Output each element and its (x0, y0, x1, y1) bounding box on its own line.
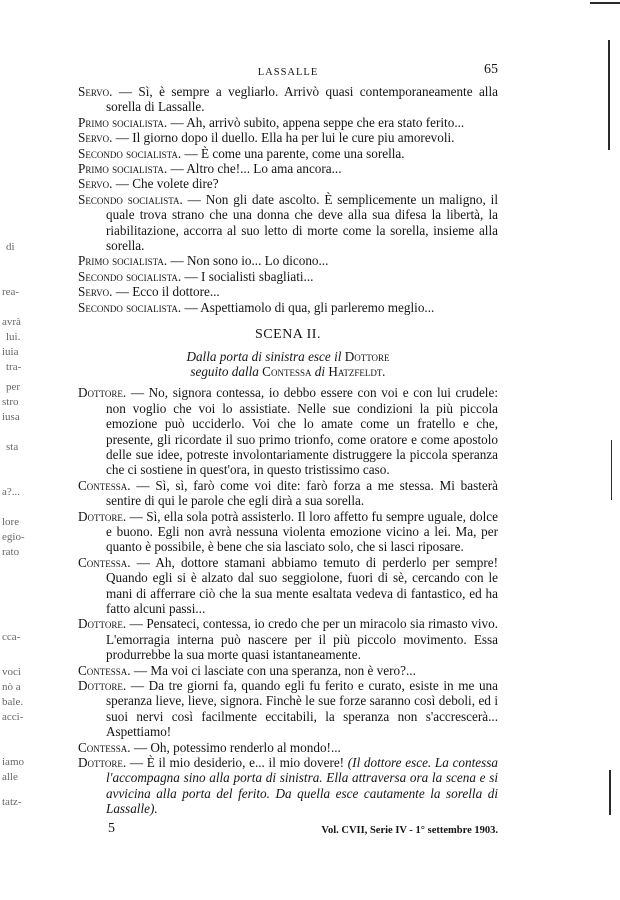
line-text: — È come una parente, come una sorella. (181, 145, 405, 161)
dialogue-line (78, 176, 498, 191)
margin-fragment: iuia (2, 346, 19, 358)
dialogue-line (78, 509, 498, 555)
speaker: Contessa. (78, 662, 131, 678)
line-text: — È il mio desiderio, e... il mio dovere! (126, 755, 348, 771)
speaker: Primo socialista. (78, 114, 168, 130)
line-text: — I socialisti sbagliati... (181, 268, 314, 284)
line-text: — Sì, sì, farò come voi dite: farò forza a me stessa. Mi basterà sentire di qui le parole che egli dirà a sua sorella. (106, 477, 498, 509)
speaker: Primo socialista. (78, 161, 168, 177)
volume-line: Vol. CVII, Serie IV - 1° settembre 1903. (321, 824, 498, 836)
page-number: 65 (484, 62, 498, 77)
speaker: Contessa. (78, 739, 131, 755)
speaker: Servo. (78, 84, 113, 99)
margin-fragment: egio- (2, 531, 25, 543)
page-edge-mark (608, 40, 610, 150)
line-text: — Sì, ella sola potrà assisterlo. Il loro affetto fu sempre uguale, dolce e buono. Egli non avrà nessuna violenta emozione vicino a lei. Ma, per quanto è possibile, è bene che sia lasciato solo, che si lasci riposare. (106, 508, 498, 555)
line-text: — Non sono io... Lo dicono... (167, 253, 329, 269)
stage-direction (78, 349, 498, 380)
direction-text: di (311, 363, 329, 379)
dialogue-line (78, 115, 498, 130)
margin-fragment: a?... (2, 486, 21, 498)
speaker: Primo socialista. (78, 253, 168, 269)
page-edge-mark (590, 2, 620, 4)
dialogue-line (78, 192, 498, 254)
line-text: — Altro che!... Lo ama ancora... (167, 161, 342, 177)
line-text: — Pensateci, contessa, io credo che per un miracolo sia rimasto vivo. L'emorragia interna può nascere per il più piccolo movimento. Essa produrrebbe la sua morte quasi istantaneamente. (106, 616, 498, 663)
running-title: LASSALLE (257, 67, 319, 78)
dialogue-line (78, 616, 498, 662)
margin-fragment: voci (2, 666, 21, 678)
dialogue-line (78, 740, 498, 755)
dialogue-line (78, 269, 498, 284)
dialogue-line (78, 755, 498, 817)
dialogue-line (78, 678, 498, 740)
speaker: Secondo socialista. (78, 299, 182, 315)
speaker: Dottore. (78, 385, 127, 401)
margin-fragment: tra- (6, 361, 22, 373)
margin-fragment: tatz- (2, 796, 22, 808)
page-footer (78, 821, 498, 839)
dialogue-line (78, 84, 498, 115)
line-text: — Non gli date ascolto. È semplicemente un maligno, il quale trova strano che una donna che deve alla sua difesa la libertà, la riabilitazione, accorra al suo letto di morte come la sorella, insieme alla sorella. (106, 191, 498, 254)
scene-title: SCENA II. (255, 327, 321, 343)
dialogue-line (78, 385, 498, 477)
dialogue-line (78, 284, 498, 299)
dialogue-line (78, 478, 498, 509)
dialogue-line (78, 253, 498, 268)
speaker: Servo. (78, 130, 113, 146)
page-edge-mark (609, 770, 611, 815)
speaker: Dottore. (78, 616, 127, 632)
speaker: Servo. (78, 284, 113, 300)
direction-text: seguito dalla (190, 363, 263, 379)
line-text: — Ah, dottore stamani abbiamo temuto di perderlo per sempre! Quando egli si è alzato dal suo seggiolone, fuori di sè, cercando con le mani di afferrare ciò che la sua mente esaltata vedeva di fantastico, ed ha fatto alcuni passi... (106, 554, 498, 616)
speaker: Secondo socialista. (78, 191, 183, 207)
margin-fragment: lui. (6, 331, 21, 343)
margin-fragment: alle (2, 771, 18, 783)
dialogue-line (78, 130, 498, 145)
page-edge-mark (611, 440, 612, 500)
margin-fragment: stro (2, 396, 19, 408)
speaker: Dottore. (78, 678, 127, 694)
speaker: Dottore. (78, 755, 127, 771)
margin-fragment: bale. (2, 696, 24, 708)
dialogue-line (78, 146, 498, 161)
margin-fragment: per (6, 381, 21, 393)
speaker: Servo. (78, 176, 113, 192)
dialogue-line (78, 300, 498, 315)
stage-direction-inline: (Il dottore esce. La contessa l'accompagna sino alla porta di sinistra. Ella attraversa ora la scena e si avvicina alla porta del ferito. Da quella esce cautamente la sorella di Lassalle). (106, 755, 498, 817)
book-page (78, 62, 498, 839)
line-text: — Sì, è sempre a vegliarlo. Arrivò quasi contemporaneamente alla sorella di Lassalle. (106, 84, 498, 115)
margin-fragment: sta (6, 441, 19, 453)
signature-mark: 5 (108, 820, 115, 836)
dialogue-line (78, 555, 498, 617)
speaker: Contessa. (78, 477, 131, 493)
character-name: Dottore (344, 348, 390, 364)
margin-fragment: di (6, 241, 15, 253)
running-header (78, 62, 498, 80)
margin-fragment: iusa (2, 411, 20, 423)
character-name: Hatzfeldt (328, 363, 383, 379)
direction-text: . (382, 363, 386, 379)
character-name: Contessa (262, 363, 312, 379)
margin-fragment: acci- (2, 711, 24, 723)
line-text: — No, signora contessa, io debbo essere con voi e con lui crudele: non voglio che voi lo assistiate. Nelle sue condizioni la più piccola emozione può ucciderlo. Voi che lo amate come un fratello e che, presente, gli ricordate il suo primo trionfo, come oratore e come apostolo delle sue idee, potreste involontariamente distruggere la piccola speranza che ci sostiene in quest'ora, in questo tristissimo caso. (106, 385, 498, 478)
margin-fragment: rea- (2, 286, 20, 298)
line-text: — Ah, arrivò subito, appena seppe che era stato ferito... (167, 114, 465, 130)
margin-fragment: iamo (2, 756, 24, 768)
line-text: — Da tre giorni fa, quando egli fu ferito e curato, esiste in me una speranza lieve, lieve, signora. Finchè le sue forze saranno così deboli, ed i suoi nervi così facilmente eccitabili, la speranza non s'accrescerà... Aspettiamo! (106, 678, 498, 740)
speaker: Secondo socialista. (78, 268, 182, 284)
line-text: — Ma voi ci lasciate con una speranza, non è vero?... (130, 662, 416, 678)
line-text: — Che volete dire? (112, 176, 219, 192)
line-text: — Oh, potessimo renderlo al mondo!... (130, 739, 341, 755)
line-text: — Aspettiamolo di qua, gli parleremo meglio... (181, 299, 435, 315)
margin-fragment: rato (2, 546, 20, 558)
direction-text: Dalla porta di sinistra esce il (186, 348, 345, 364)
dialogue-line (78, 663, 498, 678)
speaker: Secondo socialista. (78, 145, 182, 161)
speaker: Dottore. (78, 508, 127, 524)
margin-fragment: lore (2, 516, 20, 528)
margin-fragment: nò a (2, 681, 21, 693)
line-text: — Il giorno dopo il duello. Ella ha per lui le cure piu amorevoli. (112, 130, 455, 146)
margin-fragment: cca- (2, 631, 21, 643)
speaker: Contessa. (78, 554, 131, 570)
dialogue-line (78, 161, 498, 176)
margin-fragment: avrà (2, 316, 21, 328)
line-text: — Ecco il dottore... (112, 284, 220, 300)
